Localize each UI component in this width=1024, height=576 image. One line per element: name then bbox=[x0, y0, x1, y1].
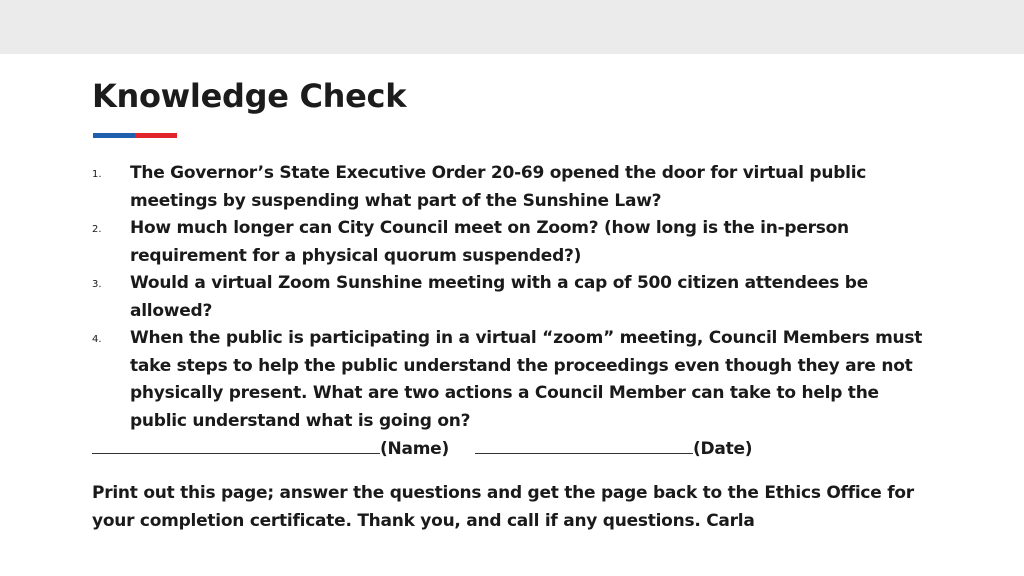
question-number: 2. bbox=[92, 224, 102, 235]
question-item bbox=[92, 215, 932, 270]
question-item bbox=[92, 160, 932, 215]
name-blank bbox=[92, 436, 380, 454]
footer-instructions: Print out this page; answer the questions and get the page back to the Ethics Office for your completion certificate. Thank you, and call if any questions. Carla bbox=[92, 483, 914, 531]
title-accent-bar bbox=[93, 133, 177, 138]
question-list bbox=[92, 160, 932, 435]
name-label: (Name) bbox=[380, 439, 449, 459]
question-text: Would a virtual Zoom Sunshine meeting with a cap of 500 citizen attendees be allowed? bbox=[130, 273, 868, 321]
name-date-line bbox=[92, 436, 952, 464]
question-number: 1. bbox=[92, 169, 102, 180]
question-item bbox=[92, 270, 932, 325]
question-text: When the public is participating in a virtual “zoom” meeting, Council Members must take steps to help the public understand the proceedings even though they are not physically present. What are two actions a Council Member can take to help the public understand what is going on? bbox=[130, 328, 923, 431]
date-label: (Date) bbox=[692, 439, 753, 459]
accent-red-segment bbox=[135, 133, 177, 138]
page-title: Knowledge Check bbox=[92, 77, 407, 115]
accent-blue-segment bbox=[93, 133, 135, 138]
question-text: The Governor’s State Executive Order 20-69 opened the door for virtual public meetings by suspending what part of the Sunshine Law? bbox=[130, 163, 867, 211]
question-number: 3. bbox=[92, 279, 102, 290]
top-band bbox=[0, 0, 1024, 54]
question-item bbox=[92, 325, 932, 435]
question-text: How much longer can City Council meet on Zoom? (how long is the in-person requirement for a physical quorum suspended?) bbox=[130, 218, 849, 266]
date-blank bbox=[475, 436, 693, 454]
question-number: 4. bbox=[92, 334, 102, 345]
